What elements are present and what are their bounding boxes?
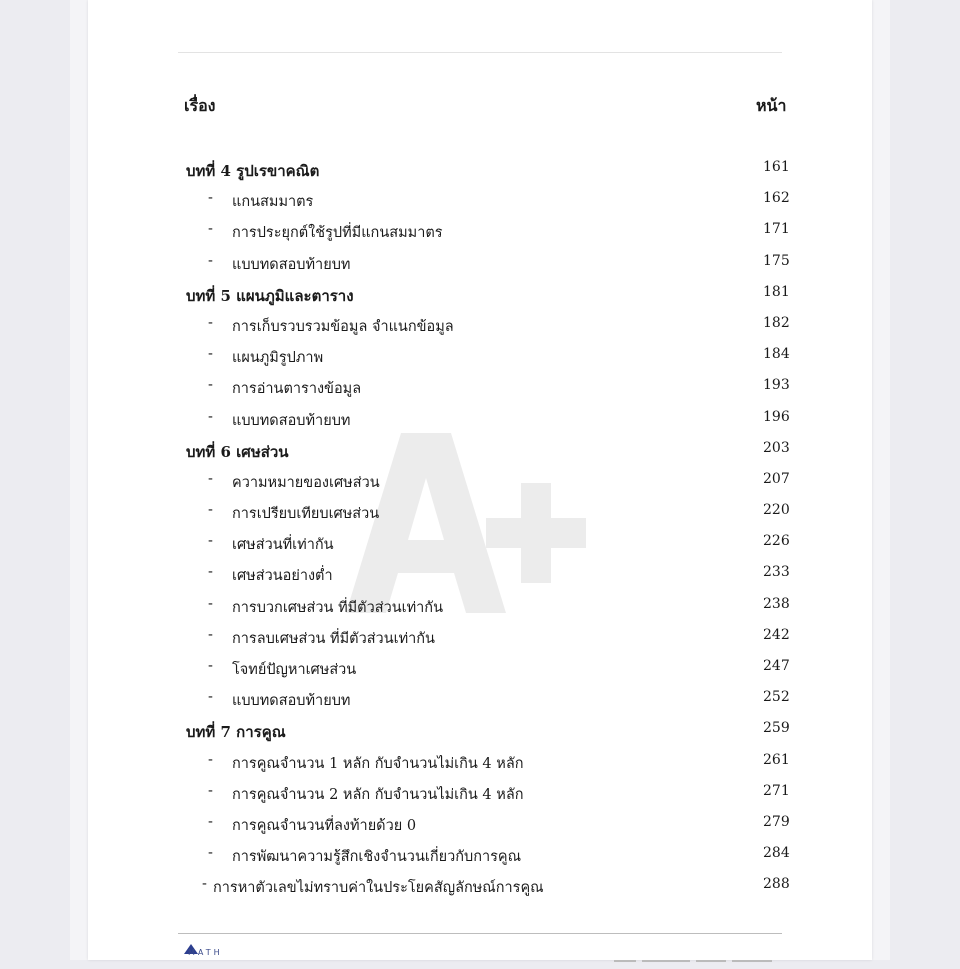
toc-item-title: การบวกเศษส่วน ที่มีตัวส่วนเท่ากัน [232, 599, 443, 616]
toc-item-row [88, 466, 872, 497]
toc-bullet-dash: - [208, 751, 213, 768]
toc-page-number: 196 [763, 408, 790, 425]
page-edge-left [70, 0, 88, 960]
toc-item-row [88, 871, 872, 902]
toc-page-number: 184 [763, 346, 790, 363]
toc-page-number: 161 [763, 159, 790, 175]
toc-bullet-dash: - [208, 252, 213, 269]
toc-page-number: 242 [763, 626, 790, 643]
toc-item-row [88, 840, 872, 871]
toc-bullet-dash: - [208, 314, 213, 331]
footer-faded-text [614, 950, 784, 960]
toc-page-number: 171 [763, 221, 790, 238]
toc-item-row [88, 497, 872, 528]
toc-chapter-row [88, 715, 872, 746]
toc-page-number: 193 [763, 377, 790, 394]
toc-item-title: แผนภูมิรูปภาพ [232, 350, 324, 367]
toc-bullet-dash: - [208, 845, 213, 862]
toc-bullet-dash: - [208, 408, 213, 425]
header-topic: เรื่อง [184, 96, 216, 115]
toc-page-number: 271 [763, 782, 790, 799]
toc-chapter-row [88, 435, 872, 466]
toc-page-number: 284 [763, 845, 790, 862]
toc-page-number: 207 [763, 470, 790, 487]
toc-item-title: เศษส่วนอย่างต่ำ [232, 568, 333, 585]
toc-item-row [88, 809, 872, 840]
header-page: หน้า [756, 96, 787, 115]
toc-bullet-dash: - [208, 813, 213, 830]
toc-item-title: การคูณจำนวน 2 หลัก กับจำนวนไม่เกิน 4 หลัก [232, 786, 524, 803]
toc-bullet-dash: - [208, 221, 213, 238]
toc-item-title: การคูณจำนวนที่ลงท้ายด้วย 0 [232, 817, 417, 834]
toc-bullet-dash: - [208, 377, 213, 394]
toc-page-number: 182 [763, 314, 790, 331]
toc-bullet-dash: - [208, 502, 213, 519]
toc-item-row [88, 372, 872, 403]
toc-bullet-dash: - [208, 533, 213, 550]
toc-bullet-dash: - [208, 595, 213, 612]
toc-bullet-dash: - [208, 190, 213, 207]
toc-chapter-title: บทที่ 6 เศษส่วน [186, 442, 289, 461]
toc-page-number: 181 [763, 283, 790, 300]
toc-chapter-row [88, 154, 872, 185]
toc-item-title: การประยุกต์ใช้รูปที่มีแกนสมมาตร [232, 225, 443, 242]
toc-chapter-row [88, 279, 872, 310]
toc-item-title: การลบเศษส่วน ที่มีตัวส่วนเท่ากัน [232, 630, 435, 647]
toc-bullet-dash: - [208, 782, 213, 799]
page-edge-right [872, 0, 890, 960]
toc-page-number: 261 [763, 751, 790, 768]
toc-chapter-title: บทที่ 5 แผนภูมิและตาราง [186, 286, 354, 305]
toc-item-row [88, 653, 872, 684]
toc-page-number: 162 [763, 190, 790, 207]
toc-item-title: โจทย์ปัญหาเศษส่วน [232, 662, 357, 678]
toc-page-number: 233 [763, 564, 790, 581]
toc-item-row [88, 310, 872, 341]
toc-bullet-dash: - [208, 346, 213, 363]
toc-item-title: ความหมายของเศษส่วน [232, 474, 380, 491]
toc-item-row [88, 622, 872, 653]
toc-item-title: การเปรียบเทียบเศษส่วน [232, 506, 380, 523]
toc-item-row [88, 684, 872, 715]
toc-item-row [88, 591, 872, 622]
table-of-contents [88, 154, 872, 903]
toc-item-row [88, 778, 872, 809]
toc-item-title: การอ่านตารางข้อมูล [232, 381, 362, 398]
footer-logo-text: MATH [188, 948, 223, 957]
toc-item-row [88, 248, 872, 279]
toc-page-number: 226 [763, 533, 790, 550]
toc-bullet-dash: - [208, 470, 213, 487]
toc-bullet-dash: - [208, 626, 213, 643]
toc-item-row [88, 528, 872, 559]
toc-item-title: การคูณจำนวน 1 หลัก กับจำนวนไม่เกิน 4 หลัก [232, 755, 524, 772]
toc-page-number: 203 [763, 439, 790, 456]
toc-item-title: แบบทดสอบท้ายบท [232, 412, 351, 429]
toc-item-row [88, 404, 872, 435]
toc-chapter-title: บทที่ 4 รูปเรขาคณิต [186, 162, 320, 180]
bottom-divider [178, 933, 782, 934]
toc-page-number: 288 [763, 876, 790, 893]
top-divider [178, 52, 782, 53]
toc-page-number: 279 [763, 813, 790, 830]
toc-page-number: 252 [763, 689, 790, 706]
toc-item-row [88, 341, 872, 372]
toc-item-row [88, 216, 872, 247]
toc-item-row [88, 747, 872, 778]
toc-bullet-dash: - [208, 689, 213, 706]
toc-item-row [88, 559, 872, 590]
toc-item-title: การหาตัวเลขไม่ทราบค่าในประโยคสัญลักษณ์การคูณ [213, 880, 544, 897]
toc-bullet-dash: - [208, 564, 213, 581]
toc-page-number: 238 [763, 595, 790, 612]
toc-bullet-dash: - [208, 658, 213, 674]
toc-page-number: 259 [763, 720, 790, 737]
toc-item-title: เศษส่วนที่เท่ากัน [232, 537, 334, 554]
toc-chapter-title: บทที่ 7 การคูณ [186, 723, 286, 742]
toc-page-number: 247 [763, 658, 790, 674]
document-page [88, 0, 872, 960]
toc-page-number: 220 [763, 502, 790, 519]
toc-item-title: แกนสมมาตร [232, 194, 314, 211]
toc-item-title: การเก็บรวบรวมข้อมูล จำแนกข้อมูล [232, 318, 454, 335]
toc-item-row [88, 185, 872, 216]
toc-bullet-dash: - [202, 876, 207, 893]
toc-item-title: แบบทดสอบท้ายบท [232, 256, 351, 273]
toc-page-number: 175 [763, 252, 790, 269]
toc-item-title: การพัฒนาความรู้สึกเชิงจำนวนเกี่ยวกับการคูณ [232, 849, 522, 866]
toc-item-title: แบบทดสอบท้ายบท [232, 693, 351, 710]
